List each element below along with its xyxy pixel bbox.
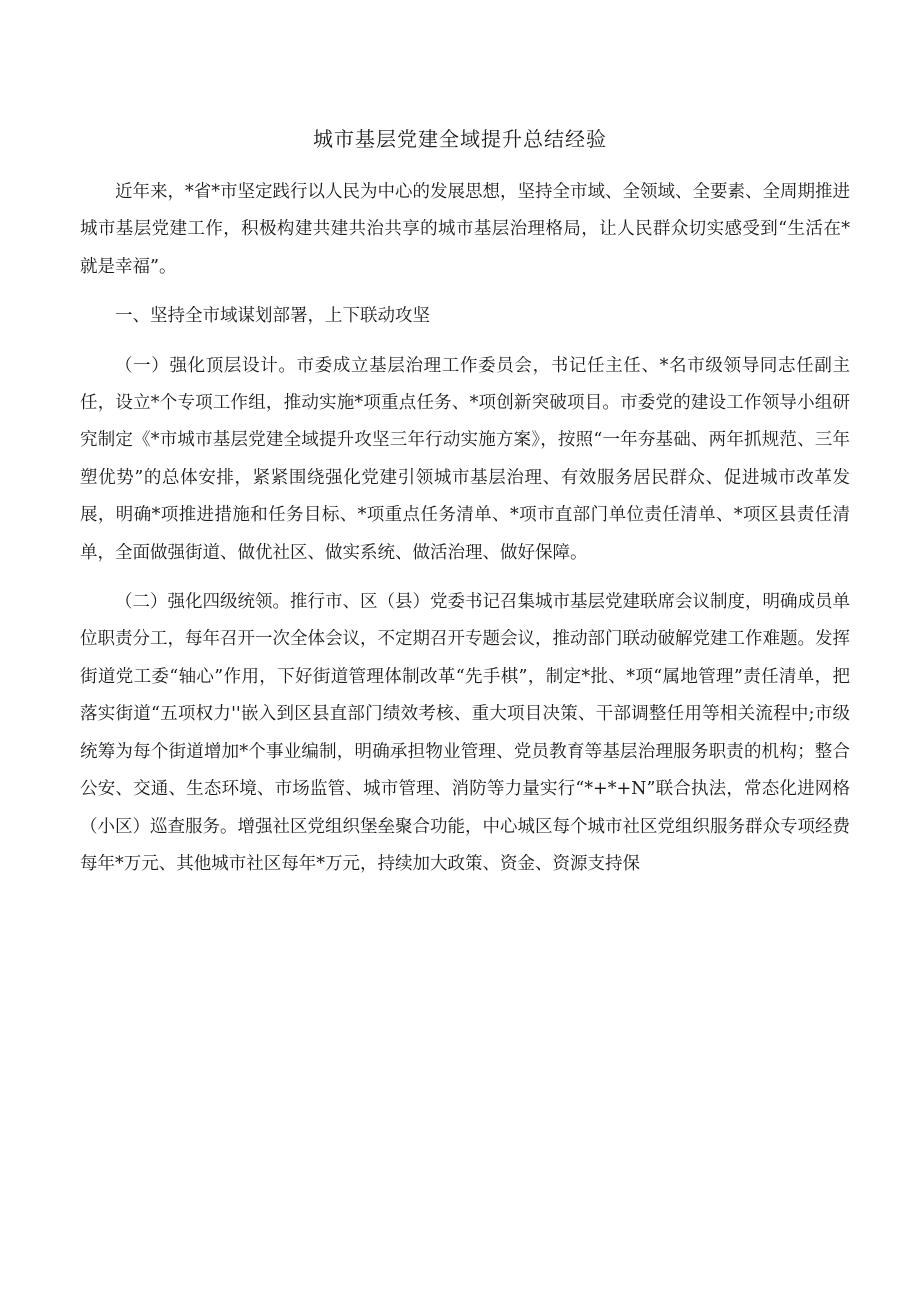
intro-paragraph: 近年来，*省*市坚定践行以人民为中心的发展思想，坚持全市域、全领域、全要素、全周期推进城市基层党建工作，积极构建共建共治共享的城市基层治理格局，让人民群众切实感受到“生活在*就是幸福”。 xyxy=(80,182,850,277)
subsection-paragraph-1: （一）强化顶层设计。市委成立基层治理工作委员会，书记任主任、*名市级领导同志任副主任，设立*个专项工作组，推动实施*项重点任务、*项创新突破项目。市委党的建设工作领导小组研究制定《*市城市基层党建全域提升攻坚三年行动实施方案》，按照“一年夯基础、两年抓规范、三年塑优势”的总体安排，紧紧围绕强化党建引领城市基层治理、有效服务居民群众、促进城市改革发展，明确*项推进措施和任务目标、*项重点任务清单、*项市直部门单位责任清单、*项区县责任清单，全面做强街道、做优社区、做实系统、做活治理、做好保障。 xyxy=(80,355,850,563)
document-body xyxy=(80,174,850,883)
section-heading-1: 一、坚持全市域谋划部署，上下联动攻坚 xyxy=(115,306,430,327)
subsection-paragraph-2: （二）强化四级统领。推行市、区（县）党委书记召集城市基层党建联席会议制度，明确成员单位职责分工，每年召开一次全体会议，不定期召开专题会议，推动部门联动破解党建工作难题。发挥街道党工委“轴心”作用，下好街道管理体制改革“先手棋”，制定*批、*项“属地管理”责任清单，把落实街道“五项权力''嵌入到区县直部门绩效考核、重大项目决策、干部调整任用等相关流程中;市级统筹为每个街道增加*个事业编制，明确承担物业管理、党员教育等基层治理服务职责的机构；整合公安、交通、生态环境、市场监管、城市管理、消防等力量实行“*+*+N”联合执法，常态化进网格（小区）巡查服务。增强社区党组织堡垒聚合功能，中心城区每个城市社区党组织服务群众专项经费每年*万元、其他城市社区每年*万元，持续加大政策、资金、资源支持保 xyxy=(80,592,850,874)
document-title: 城市基层党建全域提升总结经验 xyxy=(313,127,607,151)
